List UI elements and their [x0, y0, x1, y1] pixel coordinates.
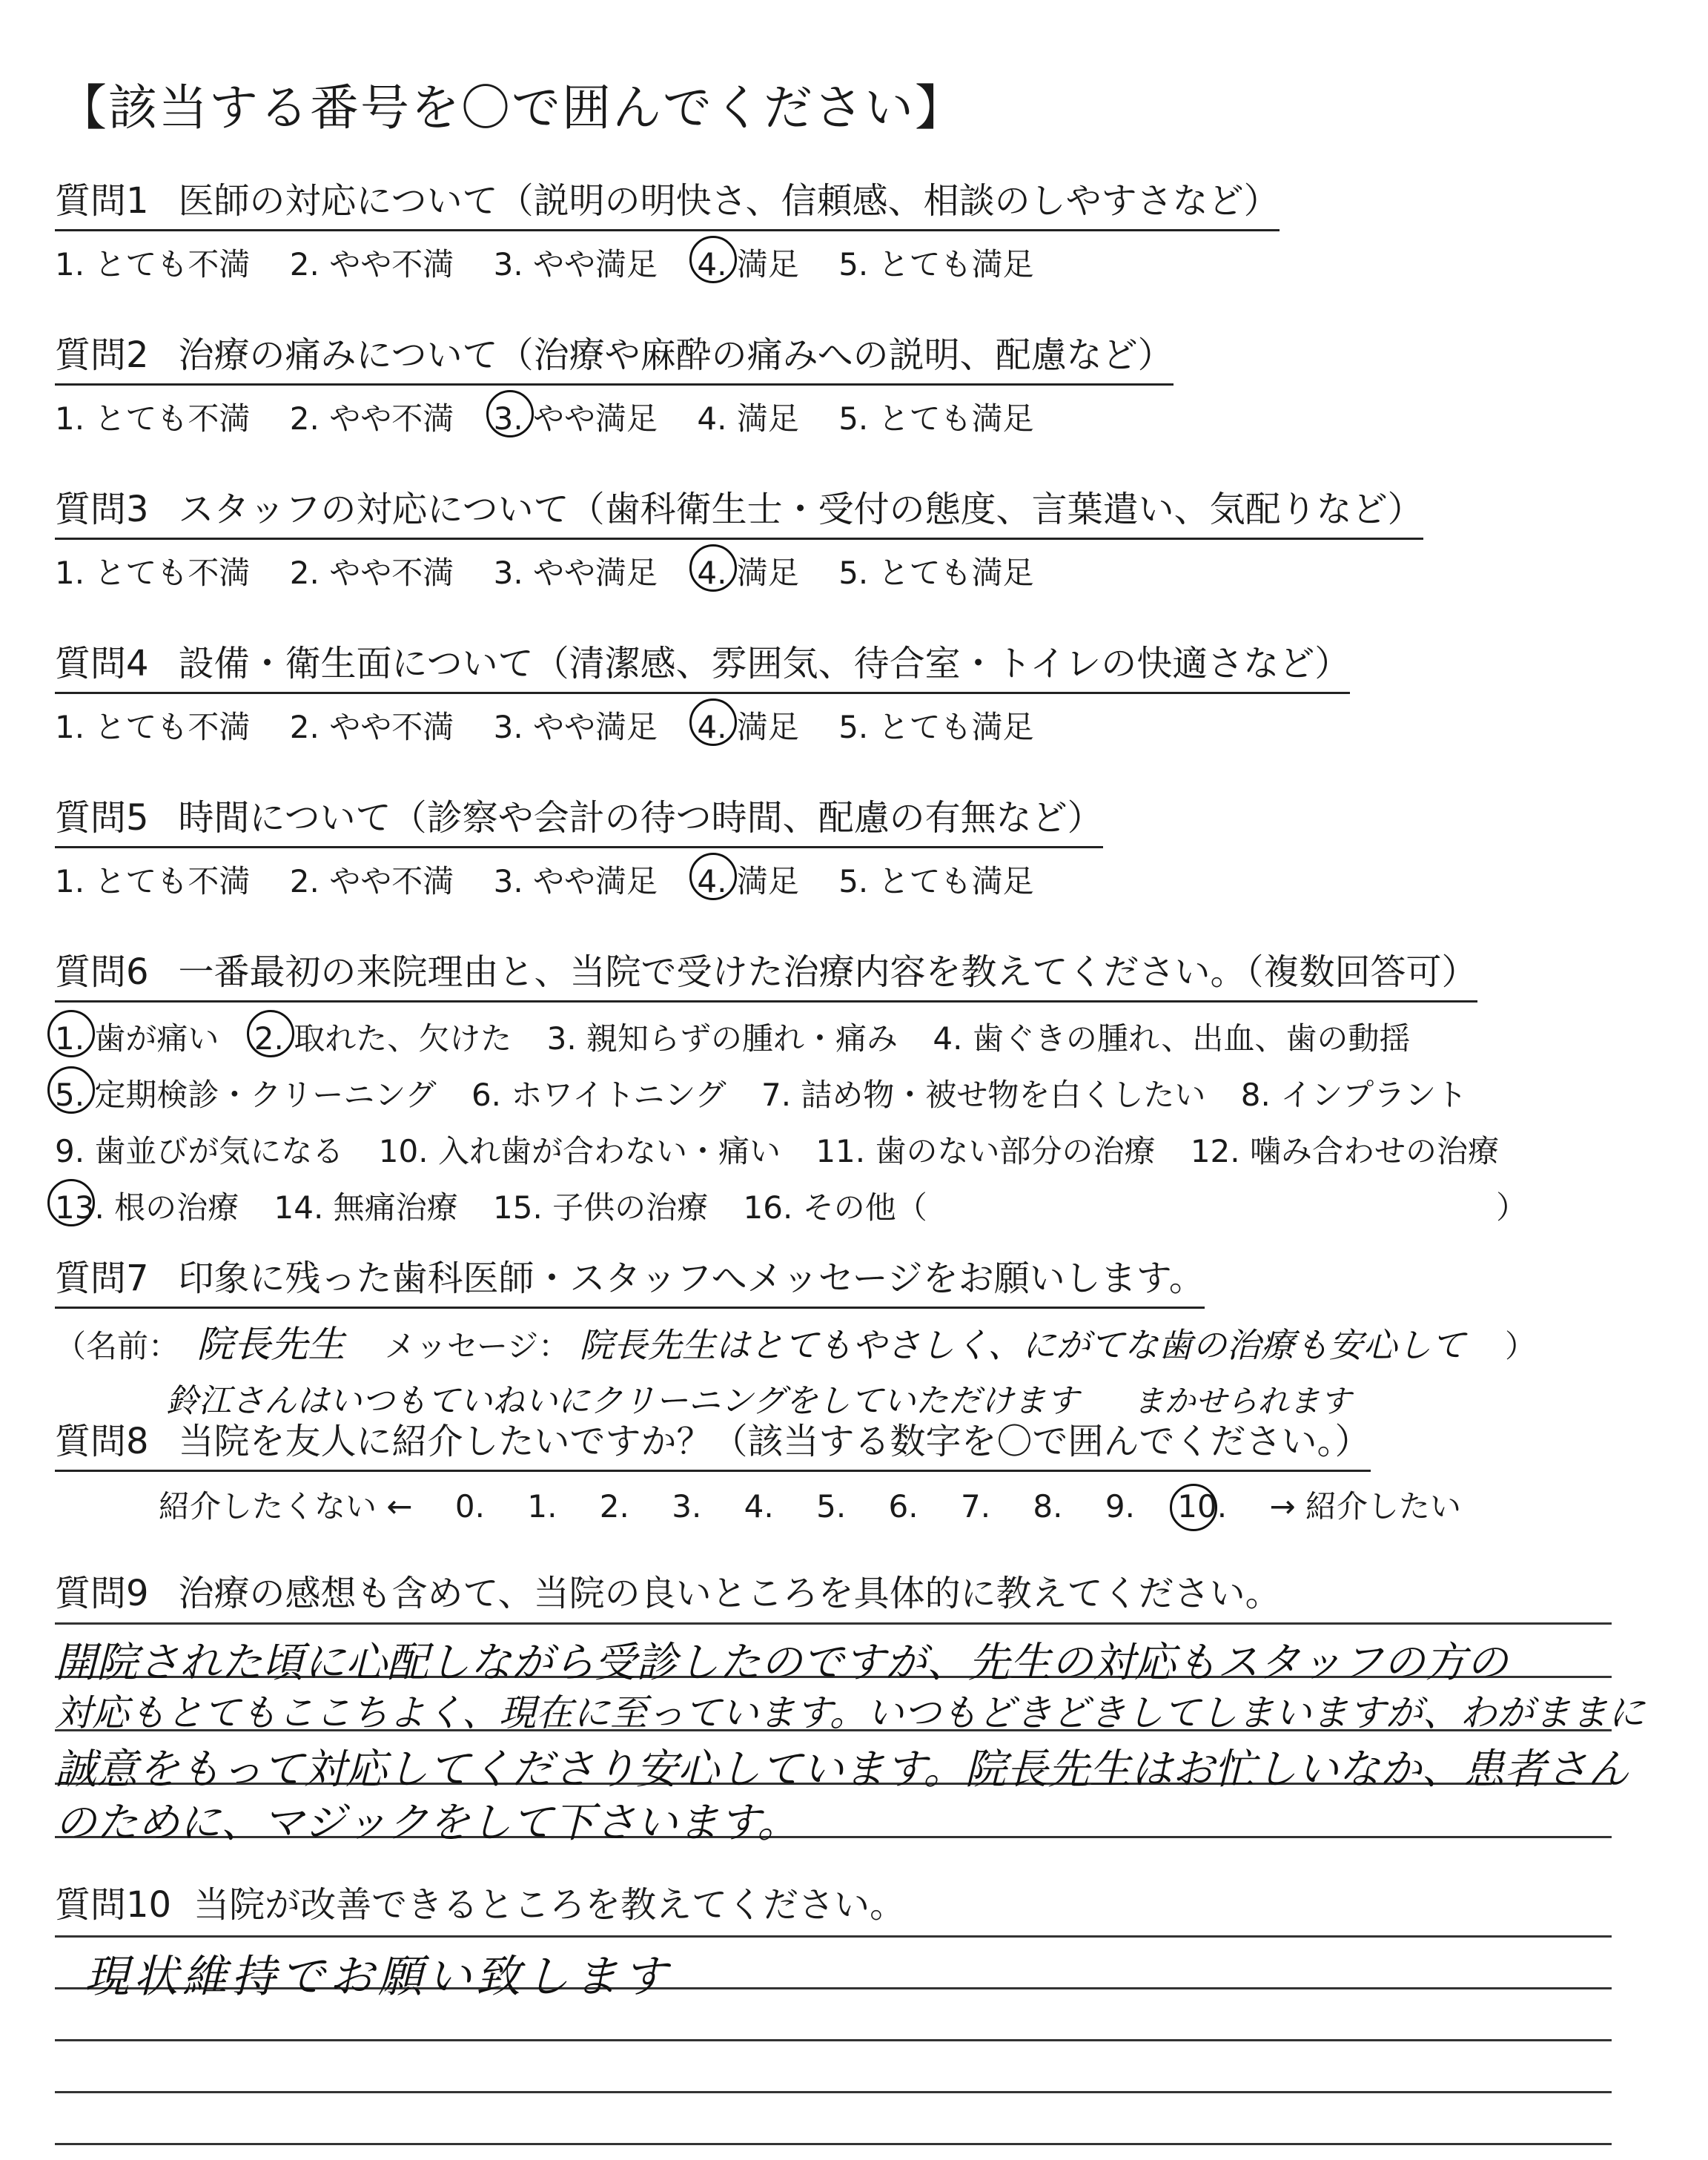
option-9[interactable]: 9. 歯並びが気になる — [55, 1133, 344, 1169]
scale-left-label: 紹介したくない ← — [159, 1488, 413, 1525]
option-1[interactable]: 1. とても不満 — [55, 555, 251, 591]
option-4-selected[interactable]: 4. 満足 — [697, 703, 798, 747]
option-5[interactable]: 5. とても満足 — [838, 555, 1034, 591]
question-3 — [55, 480, 1649, 593]
option-row-3 — [55, 1127, 1649, 1172]
answer-options — [55, 394, 1649, 439]
option-5[interactable]: 5. とても満足 — [838, 246, 1034, 283]
option-1[interactable]: 1. とても不満 — [55, 246, 251, 283]
option-16[interactable]: 16. その他（ — [743, 1189, 927, 1226]
option-4-selected[interactable]: 4. 満足 — [697, 857, 798, 902]
option-4[interactable]: 4. 満足 — [697, 400, 799, 437]
scale-right-label: → 紹介したい — [1269, 1488, 1461, 1525]
option-1-selected[interactable]: 1. 歯が痛い — [55, 1014, 219, 1059]
message-value-2[interactable]: 鈴江さんはいつもていねいにクリーニングをしていただけます — [166, 1382, 1079, 1420]
scale-3[interactable]: 3. — [672, 1488, 702, 1525]
option-1[interactable]: 1. とても不満 — [55, 863, 251, 899]
question-7 — [55, 1249, 1649, 1421]
question-title: 当院が改善できるところを教えてください。 — [193, 1884, 906, 1926]
question-number: 質問8 — [55, 1421, 149, 1462]
option-2[interactable]: 2. やや不満 — [289, 400, 454, 437]
option-3[interactable]: 3. やや満足 — [493, 863, 658, 899]
name-label: （名前： — [55, 1328, 180, 1364]
question-6 — [55, 943, 1649, 1228]
option-1[interactable]: 1. とても不満 — [55, 400, 251, 437]
option-2-selected[interactable]: 2. 取れた、欠けた — [254, 1014, 512, 1059]
option-3[interactable]: 3. やや満足 — [493, 709, 658, 745]
answer-options — [55, 857, 1649, 902]
option-14[interactable]: 14. 無痛治療 — [274, 1189, 458, 1226]
question-9 — [55, 1565, 1649, 1847]
option-3-selected[interactable]: 3. やや満足 — [494, 394, 658, 439]
question-number: 質問4 — [55, 643, 149, 684]
answer-line — [55, 2091, 1612, 2093]
message-row — [55, 1315, 1649, 1368]
answer-line — [55, 1622, 1612, 1625]
question-title: 治療の感想も含めて、当院の良いところを具体的に教えてください。 — [178, 1573, 1281, 1614]
option-4-selected[interactable]: 4. 満足 — [697, 240, 798, 285]
question-title: 当院を友人に紹介したいですか？（該当する数字を〇で囲んでください。） — [178, 1421, 1371, 1462]
option-row-1 — [55, 1014, 1649, 1059]
option-row-2 — [55, 1071, 1649, 1115]
close-paren: ） — [1496, 1189, 1528, 1226]
option-15[interactable]: 15. 子供の治療 — [493, 1189, 709, 1226]
question-4 — [55, 635, 1649, 747]
answer-options — [55, 703, 1649, 747]
option-3[interactable]: 3. やや満足 — [493, 555, 658, 591]
option-2[interactable]: 2. やや不満 — [289, 555, 454, 591]
answer-options — [55, 240, 1649, 285]
option-5[interactable]: 5. とても満足 — [838, 400, 1034, 437]
scale-1[interactable]: 1. — [527, 1488, 557, 1525]
option-5[interactable]: 5. とても満足 — [838, 709, 1034, 745]
scale-10-selected[interactable]: 10. — [1177, 1488, 1228, 1525]
option-1[interactable]: 1. とても不満 — [55, 709, 251, 745]
recommend-scale — [55, 1482, 1649, 1527]
option-5-selected[interactable]: 5. 定期検診・クリーニング — [55, 1071, 437, 1115]
question-number: 質問10 — [55, 1884, 172, 1926]
message-value[interactable]: 院長先生はとてもやさしく、にがてな歯の治療も安心して — [579, 1325, 1466, 1365]
question-2 — [55, 326, 1649, 439]
scale-2[interactable]: 2. — [599, 1488, 629, 1525]
option-5[interactable]: 5. とても満足 — [838, 863, 1034, 899]
question-number: 質問7 — [55, 1258, 149, 1299]
answer-line — [55, 1935, 1612, 1938]
question-number: 質問6 — [55, 951, 149, 993]
question-title: 治療の痛みについて（治療や麻酔の痛みへの説明、配慮など） — [178, 334, 1174, 376]
question-number: 質問3 — [55, 489, 149, 530]
option-2[interactable]: 2. やや不満 — [289, 863, 454, 899]
option-7[interactable]: 7. 詰め物・被せ物を白くしたい — [761, 1077, 1206, 1113]
option-4[interactable]: 4. 歯ぐきの腫れ、出血、歯の動揺 — [933, 1020, 1411, 1057]
option-3[interactable]: 3. 親知らずの腫れ・痛み — [546, 1020, 898, 1057]
question-number: 質問1 — [55, 180, 149, 222]
name-value[interactable]: 院長先生 — [196, 1323, 345, 1366]
scale-7[interactable]: 7. — [960, 1488, 991, 1525]
answer-line — [55, 2143, 1612, 2145]
option-2[interactable]: 2. やや不満 — [289, 246, 454, 283]
scale-8[interactable]: 8. — [1033, 1488, 1063, 1525]
option-10[interactable]: 10. 入れ歯が合わない・痛い — [378, 1133, 781, 1169]
scale-5[interactable]: 5. — [816, 1488, 847, 1525]
question-1 — [55, 172, 1649, 285]
answer-text-line-4[interactable]: のために、マジックをして下さいます。 — [55, 1799, 799, 1847]
option-11[interactable]: 11. 歯のない部分の治療 — [815, 1133, 1156, 1169]
question-number: 質問5 — [55, 797, 149, 839]
option-row-4 — [55, 1183, 1649, 1228]
answer-text-line-2[interactable]: 対応もとてもここちよく、現在に至っています。いつもどきどきしてしまいますが、わがままに — [55, 1691, 1645, 1734]
question-title: 一番最初の来院理由と、当院で受けた治療内容を教えてください。（複数回答可） — [178, 951, 1477, 993]
answer-text-line-1[interactable]: 現状維持でお願い致します — [85, 1951, 672, 2003]
question-number: 質問9 — [55, 1573, 149, 1614]
question-title: 印象に残った歯科医師・スタッフへメッセージをお願いします。 — [178, 1258, 1205, 1299]
question-title: 設備・衛生面について（清潔感、雰囲気、待合室・トイレの快適さなど） — [178, 643, 1351, 684]
question-title: 時間について（診察や会計の待つ時間、配慮の有無など） — [178, 797, 1103, 839]
answer-text-line-1[interactable]: 開院された頃に心配しながら受診したのですが、先生の対応もスタッフの方の — [55, 1639, 1508, 1687]
question-title: スタッフの対応について（歯科衛生士・受付の態度、言葉遣い、気配りなど） — [178, 489, 1423, 530]
question-10 — [55, 1876, 1649, 2150]
scale-6[interactable]: 6. — [888, 1488, 918, 1525]
option-2[interactable]: 2. やや不満 — [289, 709, 454, 745]
scale-0[interactable]: 0. — [454, 1488, 485, 1525]
answer-options — [55, 549, 1649, 593]
question-5 — [55, 789, 1649, 902]
option-4-selected[interactable]: 4. 満足 — [697, 549, 798, 593]
instruction-header: 【該当する番号を〇で囲んでください】 — [58, 79, 965, 136]
scale-4[interactable]: 4. — [744, 1488, 774, 1525]
option-8[interactable]: 8. インプラント — [1240, 1077, 1468, 1113]
message-label: メッセージ： — [384, 1328, 570, 1364]
option-3[interactable]: 3. やや満足 — [493, 246, 658, 283]
close-paren: ） — [1505, 1328, 1537, 1364]
message-value-2b[interactable]: まかせられます — [1133, 1383, 1351, 1419]
option-6[interactable]: 6. ホワイトニング — [471, 1077, 726, 1113]
question-title: 医師の対応について（説明の明快さ、信頼感、相談のしやすさなど） — [178, 180, 1280, 222]
answer-text-line-3[interactable]: 誠意をもって対応してくださり安心しています。院長先生はお忙しいなか、患者さん — [55, 1745, 1629, 1794]
scale-9[interactable]: 9. — [1105, 1488, 1135, 1525]
question-number: 質問2 — [55, 334, 149, 376]
question-8 — [55, 1413, 1649, 1527]
option-12[interactable]: 12. 噛み合わせの治療 — [1190, 1133, 1499, 1169]
answer-line — [55, 2039, 1612, 2041]
option-13-selected[interactable]: 13. 根の治療 — [55, 1183, 239, 1228]
